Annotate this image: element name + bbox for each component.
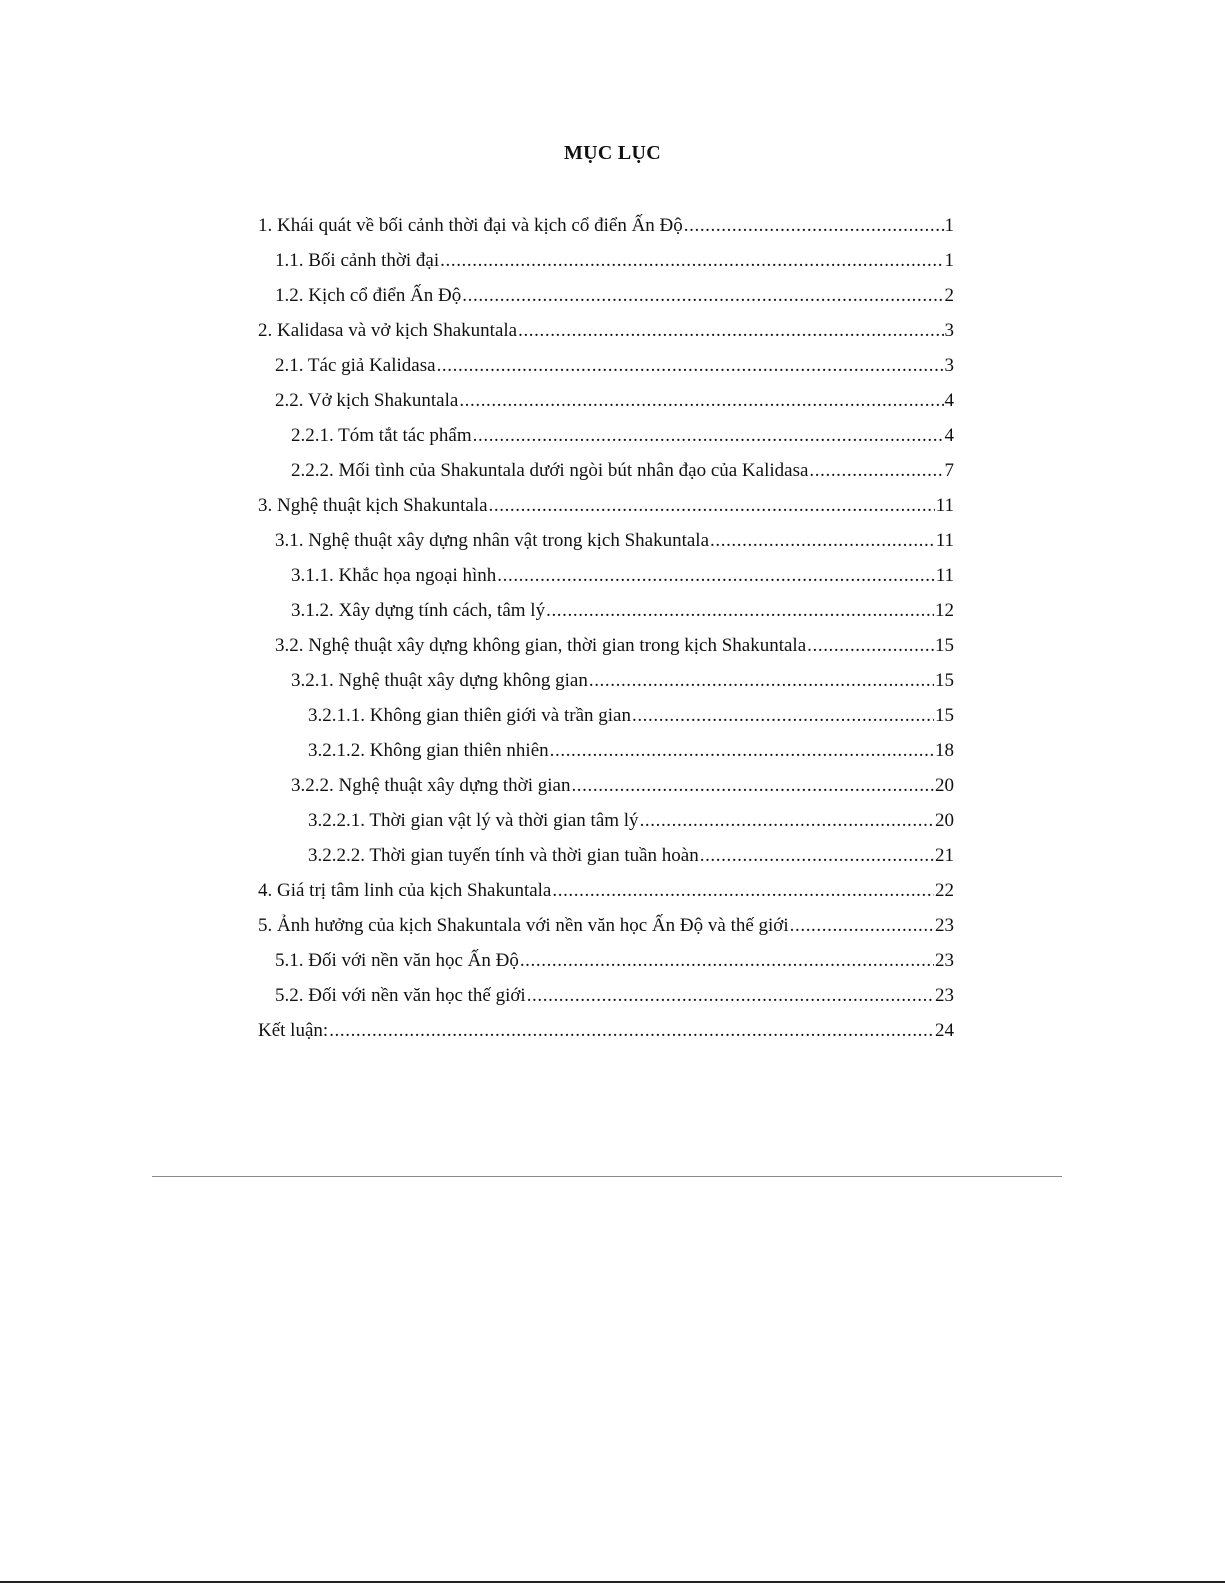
toc-entry[interactable] [258,488,954,523]
table-of-contents [258,208,954,1048]
toc-entry-title: 3.2.1. Nghệ thuật xây dựng không gian [291,670,588,691]
toc-leader-dots [437,348,944,383]
toc-entry[interactable] [258,978,954,1013]
toc-leader-dots [710,523,935,558]
toc-leader-dots [473,418,944,453]
toc-page-number: 12 [935,600,954,621]
toc-entry-title: 3. Nghệ thuật kịch Shakuntala [258,495,488,516]
toc-page-number: 1 [944,215,954,236]
toc-leader-dots [571,768,934,803]
toc-leader-dots [518,313,943,348]
toc-entry-title: 1.2. Kịch cổ điển Ấn Độ [275,285,462,306]
toc-entry-title: 3.2.1.1. Không gian thiên giới và trần gian [308,705,631,726]
toc-entry[interactable] [258,523,954,558]
bottom-rule [0,1581,1225,1583]
toc-entry-title: 1.1. Bối cảnh thời đại [275,250,440,271]
toc-leader-dots [640,803,934,838]
toc-page-number: 11 [935,530,954,551]
toc-entry[interactable] [258,278,954,313]
toc-page-number: 23 [935,915,954,936]
toc-leader-dots [440,243,943,278]
toc-page-number: 23 [935,950,954,971]
toc-page-number: 23 [935,985,954,1006]
toc-entry-title: 3.2.2. Nghệ thuật xây dựng thời gian [291,775,571,796]
toc-entry[interactable] [258,558,954,593]
toc-entry-title: 3.1. Nghệ thuật xây dựng nhân vật trong kịch Shakuntala [275,530,710,551]
toc-leader-dots [520,943,934,978]
toc-leader-dots [527,978,934,1013]
toc-page-number: 15 [935,635,954,656]
toc-entry[interactable] [258,803,954,838]
toc-leader-dots [809,453,943,488]
toc-leader-dots [550,733,934,768]
toc-entry-title: 3.2.1.2. Không gian thiên nhiên [308,740,549,761]
toc-leader-dots [700,838,934,873]
toc-entry[interactable] [258,733,954,768]
toc-entry-title: 2.2.2. Mối tình của Shakuntala dưới ngòi bút nhân đạo của Kalidasa [291,460,809,481]
toc-page-number: 4 [944,425,954,446]
toc-entry-title: 4. Giá trị tâm linh của kịch Shakuntala [258,880,552,901]
toc-entry[interactable] [258,698,954,733]
toc-entry[interactable] [258,243,954,278]
toc-entry[interactable] [258,383,954,418]
toc-entry-title: 2.1. Tác giả Kalidasa [275,355,436,376]
toc-leader-dots [790,908,934,943]
toc-page-number: 2 [944,285,954,306]
page-title: MỤC LỤC [563,142,662,164]
toc-page-number: 1 [944,250,954,271]
toc-page-number: 4 [944,390,954,411]
toc-entry[interactable] [258,453,954,488]
toc-leader-dots [632,698,934,733]
toc-leader-dots [807,628,934,663]
toc-leader-dots [589,663,934,698]
toc-entry-title: Kết luận: [258,1020,329,1041]
toc-leader-dots [684,208,944,243]
toc-entry[interactable] [258,908,954,943]
toc-entry[interactable] [258,838,954,873]
toc-leader-dots [552,873,934,908]
toc-entry[interactable] [258,1013,954,1048]
toc-leader-dots [489,488,935,523]
toc-entry-title: 2. Kalidasa và vở kịch Shakuntala [258,320,518,341]
toc-page-number: 20 [935,810,954,831]
toc-leader-dots [497,558,934,593]
toc-page-number: 21 [935,845,954,866]
toc-entry[interactable] [258,418,954,453]
toc-entry[interactable] [258,208,954,243]
toc-leader-dots [462,278,943,313]
toc-entry[interactable] [258,768,954,803]
toc-entry-title: 5.1. Đối với nền văn học Ấn Độ [275,950,519,971]
toc-page-number: 20 [935,775,954,796]
toc-entry-title: 2.2. Vở kịch Shakuntala [275,390,459,411]
toc-page-number: 15 [935,670,954,691]
toc-entry[interactable] [258,943,954,978]
toc-entry-title: 3.1.1. Khắc họa ngoại hình [291,565,497,586]
toc-entry[interactable] [258,313,954,348]
toc-page-number: 24 [935,1020,954,1041]
toc-page-number: 3 [944,355,954,376]
toc-page-number: 18 [935,740,954,761]
toc-page-number: 11 [935,495,954,516]
toc-entry-title: 3.2. Nghệ thuật xây dựng không gian, thời gian trong kịch Shakuntala [275,635,807,656]
toc-entry-title: 1. Khái quát về bối cảnh thời đại và kịch cổ điển Ấn Độ [258,215,683,236]
toc-entry-title: 2.2.1. Tóm tắt tác phẩm [291,425,472,446]
toc-entry-title: 5.2. Đối với nền văn học thế giới [275,985,526,1006]
toc-entry-title: 3.2.2.2. Thời gian tuyến tính và thời gian tuần hoàn [308,845,699,866]
toc-leader-dots [329,1013,934,1048]
toc-page-number: 3 [944,320,954,341]
toc-entry[interactable] [258,663,954,698]
toc-entry[interactable] [258,873,954,908]
toc-entry[interactable] [258,348,954,383]
toc-leader-dots [459,383,943,418]
toc-page-number: 11 [935,565,954,586]
toc-page-number: 7 [944,460,954,481]
toc-entry-title: 3.2.2.1. Thời gian vật lý và thời gian tâm lý [308,810,639,831]
toc-page-number: 15 [935,705,954,726]
toc-page-number: 22 [935,880,954,901]
toc-entry-title: 5. Ảnh hưởng của kịch Shakuntala với nền văn học Ấn Độ và thế giới [258,915,789,936]
toc-entry[interactable] [258,593,954,628]
toc-leader-dots [546,593,934,628]
toc-entry-title: 3.1.2. Xây dựng tính cách, tâm lý [291,600,546,621]
page-divider [152,1176,1062,1177]
toc-entry[interactable] [258,628,954,663]
